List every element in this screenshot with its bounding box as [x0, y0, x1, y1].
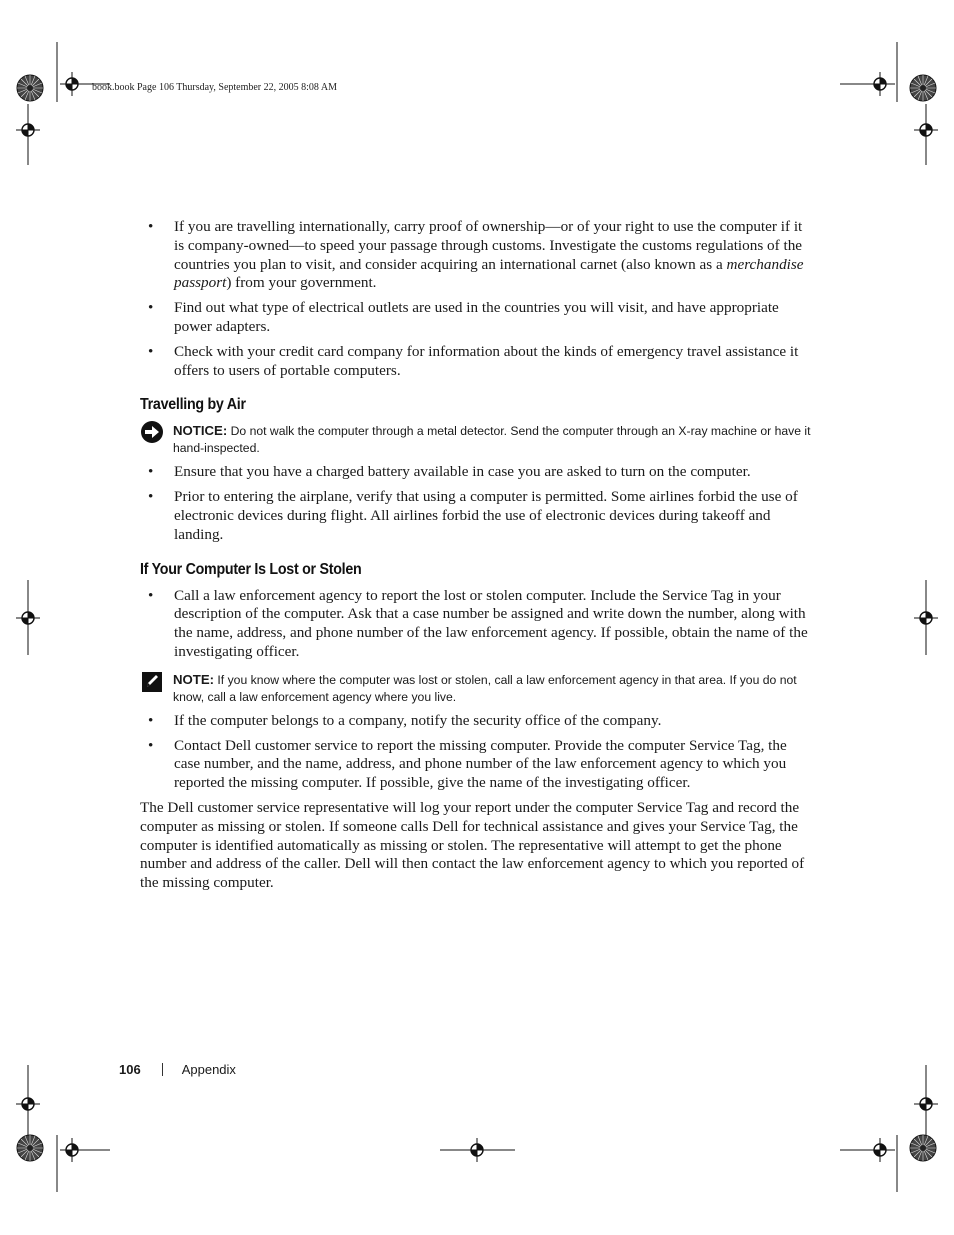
bullet-text: If you are travelling internationally, carry proof of ownership—or of your right to use the computer if it is company-owned—to speed your passage through customs. Investigate the customs regulations of the countries you plan to visit, and consider acquiring an international carnet (also known as a — [174, 218, 803, 273]
notice-arrow-icon — [140, 420, 164, 444]
print-header: book.book Page 106 Thursday, September 22, 2005 8:08 AM — [92, 82, 337, 93]
page-content — [140, 218, 812, 893]
list-item: • Find out what type of electrical outlets are used in the countries you will visit, and have appropriate power adapters. — [140, 299, 812, 337]
italic-term: merchandise passport — [174, 255, 804, 292]
list-item: • Contact Dell customer service to report the missing computer. Provide the computer Service Tag, the case number, and the name, address, and phone number of the law enforcement agency to which you reported the missing computer. If possible, give the name of the investigating officer. — [140, 737, 812, 793]
note-callout — [140, 671, 812, 706]
notice-label: NOTICE: — [173, 423, 228, 439]
footer-divider — [162, 1063, 163, 1076]
pencil-note-icon — [140, 669, 164, 693]
list-item: • Check with your credit card company for information about the kinds of emergency travel assistance it offers to users of portable computers. — [140, 343, 812, 381]
list-item — [140, 218, 812, 293]
note-label: NOTE: — [173, 671, 215, 687]
notice-callout — [140, 422, 812, 457]
list-item: • Prior to entering the airplane, verify that using a computer is permitted. Some airlines forbid the use of electronic devices during flight. All airlines forbid the use of electronic devices during takeoff and landing. — [140, 488, 812, 544]
list-item: • Ensure that you have a charged battery available in case you are asked to turn on the computer. — [140, 463, 812, 482]
list-item: • Call a law enforcement agency to report the lost or stolen computer. Include the Service Tag in your description of the computer. Ask that a case number be assigned and write down the number, along with the name, address, and phone number of the law enforcement agency. If possible, obtain the name of the investigating officer. — [140, 587, 812, 662]
body-paragraph: The Dell customer service representative will log your report under the computer Service Tag and record the computer as missing or stolen. If someone calls Dell for technical assistance and gives your Service Tag, the computer is identified automatically as missing or stolen. The representative will attempt to get the phone number and address of the caller. Dell will then contact the law enforcement agency to which you reported of the missing computer. — [140, 798, 805, 892]
section-heading-lost: If Your Computer Is Lost or Stolen — [140, 560, 362, 578]
page-footer — [119, 1062, 236, 1077]
notice-text: Do not walk the computer through a metal detector. Send the computer through an X-ray machine or have it hand-inspected. — [173, 424, 811, 456]
footer-section: Appendix — [181, 1062, 236, 1077]
note-text: If you know where the computer was lost or stolen, call a law enforcement agency in that area. If you do not know, call a law enforcement agency where you live. — [173, 672, 797, 704]
bullet-text: ) from your government. — [226, 274, 377, 292]
list-item: • If the computer belongs to a company, notify the security office of the company. — [140, 712, 812, 731]
page-number: 106 — [119, 1062, 141, 1077]
section-heading-air: Travelling by Air — [140, 396, 246, 414]
